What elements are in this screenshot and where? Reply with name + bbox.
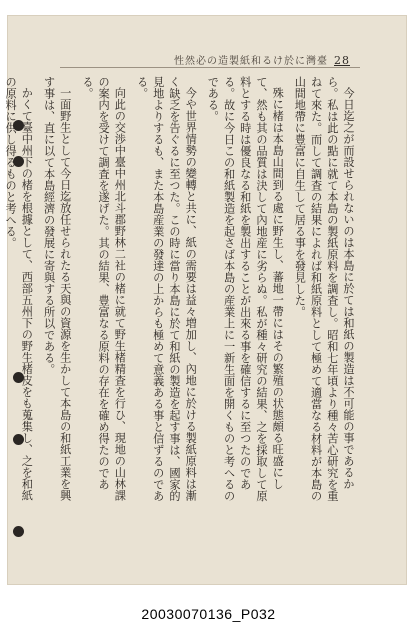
paragraph: 今日迄之が而設せられないのは本島に於ては和紙の製造は不可能の事であるから。私は此の點に就て本島の製紙原料を調査し。昭和七年頃より種々苦心研究を重ねて來た。而して調査の結果によれば和紙原料として極めて適當なる材料が本島の山間地帶に豊富に自生して居る事を發見した。	[293, 76, 355, 502]
paragraph: 向此の交渉中臺中州北斗郡野林二社の楮に就て野生楮精査を行ひ、現地の山林課の案内を受けて調査を遂げた。其の結果、豊富なる原料の存在を確め得たのである。	[80, 76, 127, 502]
vertical-body-text	[4, 76, 356, 504]
image-caption: 20030070136_P032	[141, 606, 276, 622]
header-rule	[60, 67, 360, 68]
paragraph: 殊に楮は本島山間到る處に野生し、蕃地一帶にはその繁殖の状態頗る旺盛にして、然も其の品質は決して內地産に劣らぬ。私が種々研究の結果、之を採取して原料とする時は優良なる和紙を製出することが出來る事を確信するに至つたのである。故に今日この和紙製造を起さば本島の産業上に一新生面を開くものと考へるのである。	[206, 76, 285, 502]
page-number: 28	[334, 54, 350, 67]
header-title: 性然必の造製紙和るけ於に灣臺	[174, 56, 328, 67]
running-header	[150, 52, 350, 67]
paragraph: 一面野生として今日迄放任せられたる天與の資源を生かして本島の和紙工業を興す事は、直に以て本島經濟の發展に寄與する所以である。	[42, 76, 72, 502]
paragraph: 今や世界情勢の變轉と共に、紙の需要は益々増加し、內地に於ける製紙原料は漸く缺乏を告ぐるに至つた。この時に當り本島に於て和紙の製造を起す事は、國家的見地よりするも、また本島産業の發達の上からも極めて意義ある事と信ずるのである。	[135, 76, 198, 502]
paragraph: かくて臺中州下の楮を根據として、西部五州下の野生楮皮をも蒐集し、之を和紙の原料に供し得るものと考へる。	[4, 76, 34, 502]
binding-hole	[13, 526, 24, 537]
